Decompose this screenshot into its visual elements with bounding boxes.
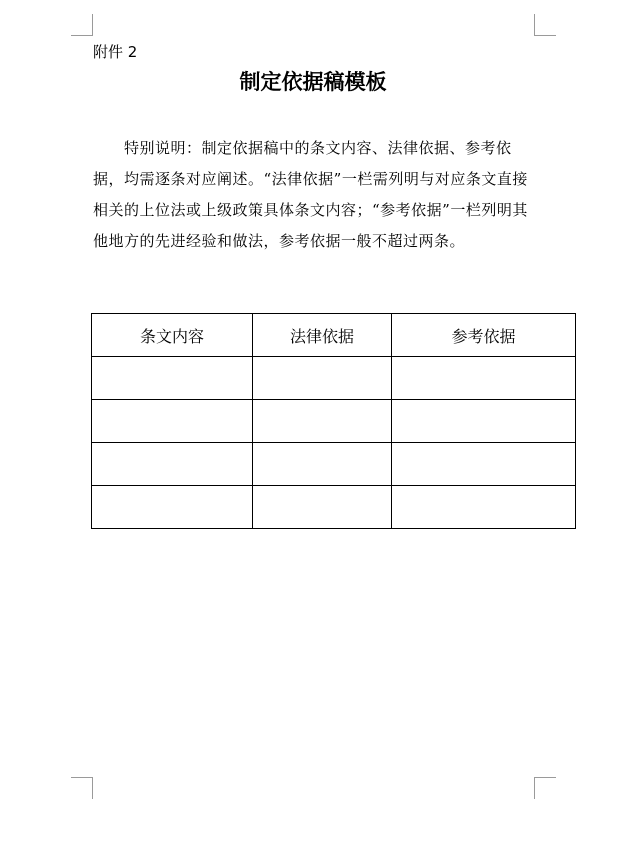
table-cell[interactable] [253, 357, 392, 400]
table-cell[interactable] [92, 486, 253, 529]
table-cell[interactable] [92, 443, 253, 486]
column-header-legal-basis: 法律依据 [253, 314, 392, 357]
special-note-paragraph: 特别说明：制定依据稿中的条文内容、法律依据、参考依据，均需逐条对应阐述。“法律依据”一栏需列明与对应条文直接相关的上位法或上级政策具体条文内容；“参考依据”一栏列明其他地方的先进经验和做法，参考依据一般不超过两条。 [93, 139, 528, 250]
crop-mark-top-right [534, 14, 556, 36]
table-cell[interactable] [392, 400, 576, 443]
crop-mark-bottom-right [534, 777, 556, 799]
table-cell[interactable] [392, 443, 576, 486]
table-cell[interactable] [392, 486, 576, 529]
table-cell[interactable] [392, 357, 576, 400]
attachment-label: 附件 2 [93, 43, 138, 61]
document-title: 制定依据稿模板 [239, 69, 387, 94]
table-cell[interactable] [92, 357, 253, 400]
template-table [91, 313, 576, 529]
column-header-article-content: 条文内容 [92, 314, 253, 357]
crop-mark-top-left [71, 14, 93, 36]
table-row [92, 400, 576, 443]
table-row [92, 486, 576, 529]
table-row [92, 357, 576, 400]
table-cell[interactable] [92, 400, 253, 443]
column-header-reference-basis: 参考依据 [392, 314, 576, 357]
table-cell[interactable] [253, 443, 392, 486]
crop-mark-bottom-left [71, 777, 93, 799]
table-header-row [92, 314, 576, 357]
table-row [92, 443, 576, 486]
table-cell[interactable] [253, 400, 392, 443]
table-cell[interactable] [253, 486, 392, 529]
